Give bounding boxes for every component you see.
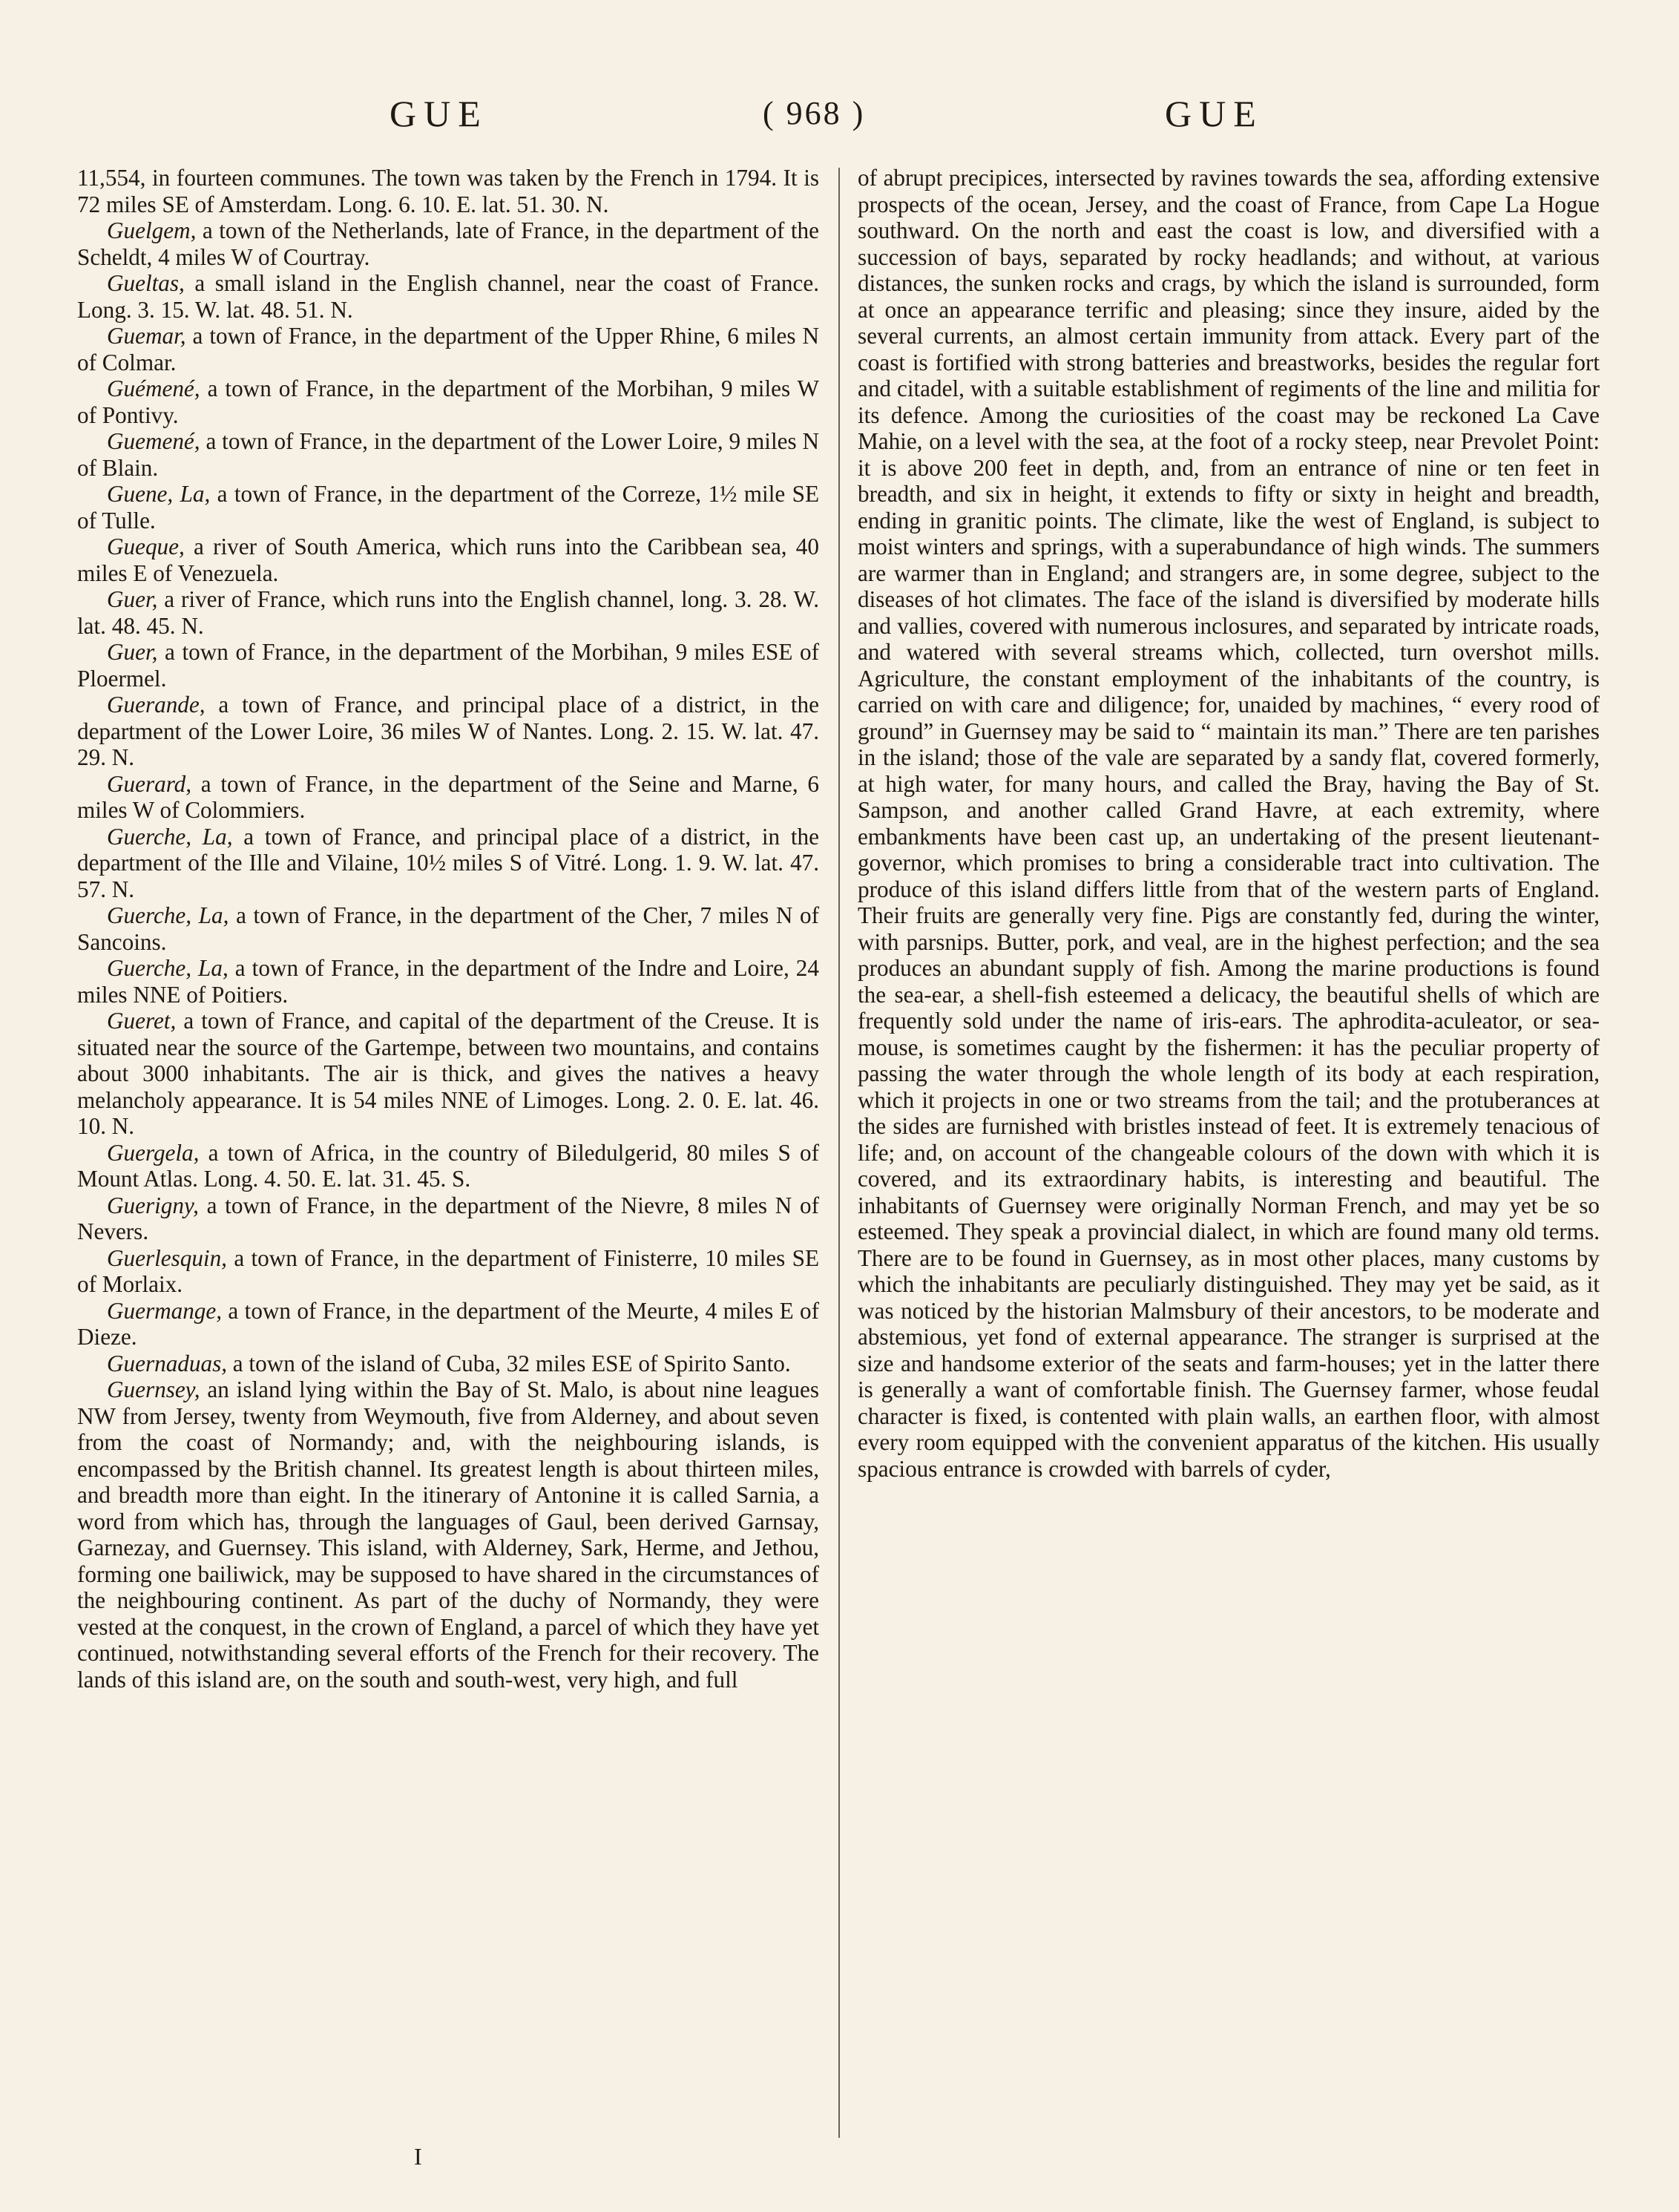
entry-term: Gueque,	[107, 534, 185, 559]
gazetteer-entry	[77, 375, 819, 428]
running-head-right: GUE	[1165, 93, 1264, 134]
entry-text: a town of France, in the department of the Morbihan, 9 miles W of Pontivy.	[77, 375, 819, 428]
entry-text: a town of Africa, in the country of Biledulgerid, 80 miles S of Mount Atlas. Long. 4. 50. E. lat. 31. 45. S.	[77, 1139, 819, 1192]
gazetteer-entry	[77, 428, 819, 481]
entry-text: a town of France, and principal place of a district, in the department of the Lower Loire, 36 miles W of Nantes. Long. 2. 15. W. lat. 47. 29. N.	[77, 692, 819, 770]
entry-term: Guerigny,	[107, 1192, 199, 1218]
entry-term: Guerche, La,	[107, 902, 229, 928]
entry-text: a town of France, and principal place of a district, in the department of the Ille and Vilaine, 10½ miles S of Vitré. Long. 1. 9. W. lat. 47. 57. N.	[77, 823, 819, 902]
running-head-left: GUE	[390, 93, 488, 134]
entry-term: Guémené,	[107, 375, 200, 401]
entry-term: Guelgem,	[107, 217, 197, 243]
entry-text: a town of France, in the department of the Morbihan, 9 miles ESE of Ploermel.	[77, 639, 819, 692]
entry-term: Guerard,	[107, 770, 192, 797]
entry-text: a town of France, in the department of the Cher, 7 miles N of Sancoins.	[77, 902, 819, 955]
gazetteer-entry	[77, 586, 819, 639]
entry-text: a town of the Netherlands, late of France, in the department of the Scheldt, 4 miles W of Courtray.	[77, 217, 819, 270]
entry-text: a town of France, in the department of the Correze, 1½ mile SE of Tulle.	[77, 481, 820, 534]
gazetteer-entry	[77, 1192, 819, 1245]
entry-term: Guernaduas,	[107, 1350, 227, 1376]
entry-term: Guemené,	[107, 428, 200, 454]
gazetteer-entry	[77, 1245, 819, 1298]
gazetteer-entry	[77, 692, 819, 771]
left-column	[77, 165, 819, 1693]
entry-term: Guerande,	[107, 692, 206, 718]
gazetteer-entry	[77, 824, 819, 903]
gazetteer-entry	[77, 771, 819, 824]
entry-term: Guerche, La,	[107, 955, 229, 981]
entry-term: Guemar,	[107, 323, 186, 349]
gazetteer-entry	[77, 217, 819, 270]
gazetteer-entry	[77, 1008, 819, 1140]
entry-text: a town of France, in the department of the Indre and Loire, 24 miles NNE of Poitiers.	[77, 955, 819, 1008]
gazetteer-entry	[77, 1350, 819, 1377]
entry-text: 11,554, in fourteen communes. The town was taken by the French in 1794. It is 72 miles SE of Amsterdam. Long. 6. 10. E. lat. 51. 30. N.	[77, 165, 819, 217]
entry-term: Guergela,	[107, 1139, 200, 1166]
entry-term: Gueret,	[107, 1008, 177, 1034]
entry-text: a town of the island of Cuba, 32 miles ESE of Spirito Santo.	[227, 1350, 791, 1376]
gazetteer-entry	[77, 1298, 819, 1350]
entry-text: a town of France, in the department of the Meurte, 4 miles E of Dieze.	[77, 1297, 819, 1350]
right-column	[858, 165, 1600, 1482]
entry-text: a small island in the English channel, near the coast of France. Long. 3. 15. W. lat. 48. 51. N.	[77, 270, 819, 323]
gazetteer-entry	[77, 1140, 819, 1192]
entry-text: a town of France, in the department of the Seine and Marne, 6 miles W of Colommiers.	[77, 770, 819, 823]
entry-text: a town of France, in the department of the Lower Loire, 9 miles N of Blain.	[77, 428, 819, 481]
gazetteer-entry	[77, 902, 819, 955]
column-divider	[838, 168, 840, 2138]
entry-text: a town of France, and capital of the department of the Creuse. It is situated near the source of the Gartempe, between two mountains, and contains about 3000 inhabitants. The air is thick, and gives the natives a heavy melancholy appearance. It is 54 miles NNE of Limoges. Long. 2. 0. E. lat. 46. 10. N.	[77, 1008, 819, 1139]
entry-text: an island lying within the Bay of St. Malo, is about nine leagues NW from Jersey, twenty from Weymouth, five from Alderney, and about seven from the coast of Normandy; and, with the neighbouring islands, is encompassed by the British channel. Its greatest length is about thirteen miles, and breadth more than eight. In the itinerary of Antonine it is called Sarnia, a word from which has, through the languages of Gaul, been derived Garnsay, Garnezay, and Guernsey. This island, with Alderney, Sark, Herme, and Jethou, forming one bailiwick, may be supposed to have shared in the circumstances of the neighbouring continent. As part of the duchy of Normandy, they were vested at the conquest, in the crown of England, a parcel of which they have yet continued, notwithstanding several efforts of the French for their recovery. The lands of this island are, on the south and south-west, very high, and full	[77, 1376, 819, 1693]
entry-text: a river of France, which runs into the English channel, long. 3. 28. W. lat. 48. 45. N.	[77, 586, 819, 639]
gazetteer-entry	[77, 534, 819, 586]
signature-mark: I	[414, 2143, 422, 2170]
gazetteer-entry	[77, 1376, 819, 1693]
entry-term: Guerche, La,	[107, 823, 233, 850]
entry-text: a town of France, in the department of the Nievre, 8 miles N of Nevers.	[77, 1192, 819, 1244]
entry-text: a town of France, in the department of the Upper Rhine, 6 miles N of Colmar.	[77, 323, 819, 375]
gazetteer-entry	[77, 165, 819, 217]
gazetteer-entry	[77, 270, 819, 323]
entry-term: Guene, La,	[107, 481, 211, 507]
page-number: ( 968 )	[763, 95, 866, 131]
entry-term: Guer,	[107, 639, 158, 665]
gazetteer-entry	[77, 323, 819, 375]
gazetteer-entry	[77, 955, 819, 1008]
entry-text: a town of France, in the department of Finisterre, 10 miles SE of Morlaix.	[77, 1244, 819, 1297]
entry-term: Guernsey,	[107, 1376, 200, 1402]
entry-term: Guerlesquin,	[107, 1244, 227, 1271]
gazetteer-entry	[77, 481, 819, 534]
entry-term: Guermange,	[107, 1297, 223, 1324]
entry-text: a river of South America, which runs into the Caribbean sea, 40 miles E of Venezuela.	[77, 534, 819, 586]
guernsey-continued-text: of abrupt precipices, intersected by ravines towards the sea, affording extensive prospects of the ocean, Jersey, and the coast of France, from Cape La Hogue southward. On the north and east the coast is low, and diversified with a succession of bays, separated by rocky headlands; and without, at various distances, the sunken rocks and crags, by which the island is surrounded, form at once an appearance terrific and pleasing; since they insure, aided by the several currents, an almost certain immunity from attack. Every part of the coast is fortified with strong batteries and breastworks, besides the regular fort and citadel, with a suitable establishment of regiments of the line and militia for its defence. Among the curiosities of the coast may be reckoned La Cave Mahie, on a level with the sea, at the foot of a rocky steep, near Prevolet Point: it is above 200 feet in depth, and, from an entrance of nine or ten feet in breadth, and six in height, it extends to fifty or sixty in height and breadth, ending in granitic points. The climate, like the west of England, is subject to moist winters and springs, with a superabundance of high winds. The summers are warmer than in England; and strangers are, in some degree, subject to the diseases of hot climates. The face of the island is diversified by moderate hills and vallies, covered with numerous inclosures, and separated by intricate roads, and watered with several streams which, collected, turn overshot mills. Agriculture, the constant employment of the inhabitants of the country, is carried on with care and diligence; for, unaided by machines, “ every rood of ground” in Guernsey may be said to “ maintain its man.” There are ten parishes in the island; those of the vale are separated by a sandy flat, covered formerly, at high water, for many hours, and called the Bray, having the Bay of St. Sampson, and another called Grand Havre, at each extremity, where embankments have been cast up, an undertaking of the present lieutenant-governor, which promises to bring a considerable tract into cultivation. The produce of this island differs little from that of the western parts of England. Their fruits are generally very fine. Pigs are constantly fed, during the winter, with parsnips. Butter, pork, and veal, are in the highest perfection; and the sea produces an abundant supply of fish. Among the marine productions is found the sea-ear, a shell-fish esteemed a delicacy, the beautiful shells of which are frequently sold under the name of iris-ears. The aphrodita-aculeator, or sea-mouse, is sometimes caught by the fishermen: it has the peculiar property of passing the water through the whole length of its body at each respiration, which it projects in one or two streams from the tail; and the protuberances at the sides are furnished with bristles instead of feet. It is extremely tenacious of life; and, on account of the changeable colours of the down with which it is covered, and its extraordinary habits, is interesting and beautiful. The inhabitants of Guernsey were originally Norman French, and may yet be so esteemed. They speak a provincial dialect, in which are found many old terms. There are to be found in Guernsey, as in most other places, many customs by which the inhabitants are peculiarly distinguished. They may yet be said, as it was noticed by the historian Malmsbury of their ancestors, to be moderate and abstemious, yet fond of external appearance. The stranger is surprised at the size and handsome exterior of the seats and farm-houses; yet in the latter there is generally a want of comfortable finish. The Guernsey farmer, whose feudal character is fixed, is contented with plain walls, an earthen floor, with almost every room equipped with the convenient apparatus of the kitchen. His usually spacious entrance is crowded with barrels of cyder,	[858, 165, 1600, 1482]
entry-term: Gueltas,	[107, 270, 185, 296]
gazetteer-entry	[77, 639, 819, 692]
entry-term: Guer,	[107, 586, 158, 612]
